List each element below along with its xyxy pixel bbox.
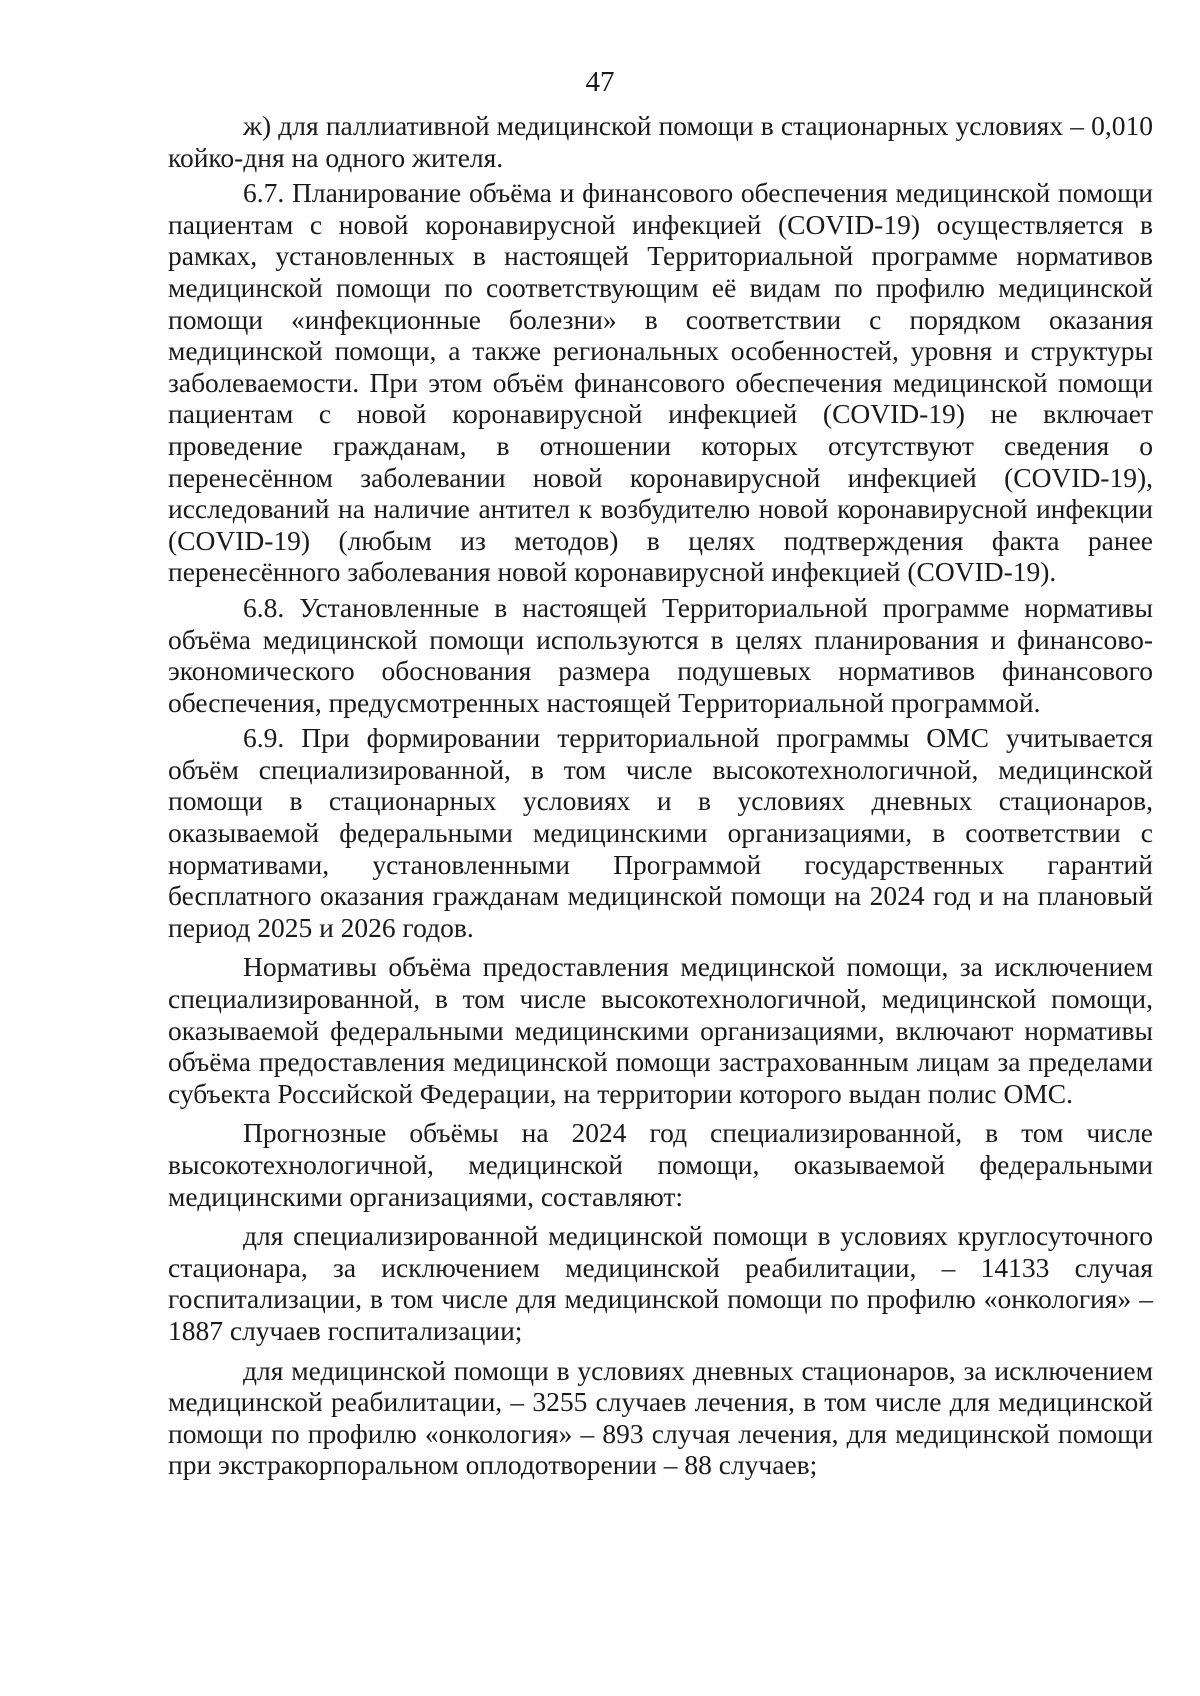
page-number: 47 [585, 66, 615, 98]
document-body [168, 110, 1153, 1481]
paragraph-forecast: Прогнозные объёмы на 2024 год специализированной, в том числе высокотехнологичной, медицинской помощи, оказываемой федеральными медицинскими организациями, составляют: [168, 1117, 1153, 1212]
paragraph-round-the-clock: для специализированной медицинской помощи в условиях круглосуточного стационара, за исключением медицинской реабилитации, – 14133 случая госпитализации, в том числе для медицинской помощи по профилю «онкология» – 1887 случаев госпитализации; [168, 1220, 1153, 1346]
paragraph-day-hospital: для медицинской помощи в условиях дневных стационаров, за исключением медицинской реабилитации, – 3255 случаев лечения, в том числе для медицинской помощи по профилю «онкология» – 893 случая лечения, для медицинской помощи при экстракорпоральном оплодотворении – 88 случаев; [168, 1354, 1153, 1481]
paragraph-norms: Нормативы объёма предоставления медицинской помощи, за исключением специализированной, в том числе высокотехнологичной, медицинской помощи, оказываемой федеральными медицинскими организациями, включают нормативы объёма предоставления медицинской помощи застрахованным лицам за пределами субъекта Российской Федерации, на территории которого выдан полис ОМС. [168, 951, 1153, 1109]
paragraph-6-8: 6.8. Установленные в настоящей Территориальной программе нормативы объёма медицинской помощи используются в целях планирования и финансово-экономического обоснования размера подушевых нормативов финансового обеспечения, предусмотренных настоящей Территориальной программой. [168, 591, 1153, 718]
paragraph-6-9: 6.9. При формировании территориальной программы ОМС учитывается объём специализированной, в том числе высокотехнологичной, медицинской помощи в стационарных условиях и в условиях дневных стационаров, оказываемой федеральными медицинскими организациями, в соответствии с нормативами, установленными Программой государственных гарантий бесплатного оказания гражданам медицинской помощи на 2024 год и на плановый период 2025 и 2026 годов. [168, 722, 1153, 943]
paragraph-6-7: 6.7. Планирование объёма и финансового обеспечения медицинской помощи пациентам с новой коронавирусной инфекцией (COVID-19) осуществляется в рамках, установленных в настоящей Территориальной программе нормативов медицинской помощи по соответствующим её видам по профилю медицинской помощи «инфекционные болезни» в соответствии с порядком оказания медицинской помощи, а также региональных особенностей, уровня и структуры заболеваемости. При этом объём финансового обеспечения медицинской помощи пациентам с новой коронавирусной инфекцией (COVID-19) не включает проведение гражданам, в отношении которых отсутствуют сведения о перенесённом заболевании новой коронавирусной инфекцией (COVID-19), исследований на наличие антител к возбудителю новой коронавирусной инфекции (COVID-19) (любым из методов) в целях подтверждения факта ранее перенесённого заболевания новой коронавирусной инфекцией (COVID-19). [168, 177, 1153, 588]
paragraph-palliative: ж) для паллиативной медицинской помощи в стационарных условиях – 0,010 койко-дня на одного жителя. [168, 110, 1153, 173]
